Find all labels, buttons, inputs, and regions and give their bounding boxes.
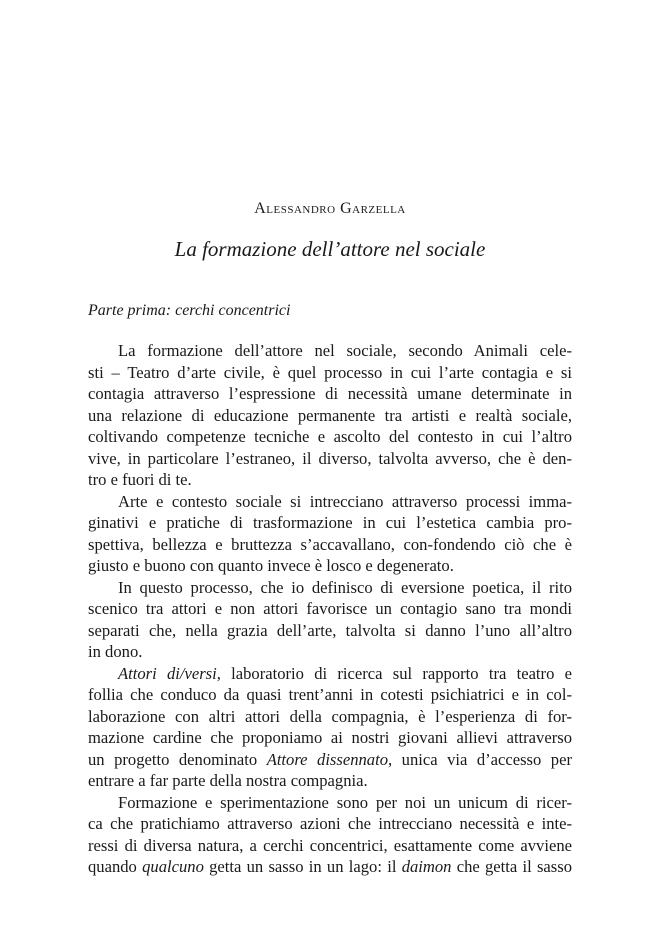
text-line: contagia attraverso l’espressione di necessità umane determinate in — [88, 384, 572, 403]
text-line — [88, 663, 572, 685]
text-line: ginativi e pratiche di trasformazione in cui l’estetica cambia pro- — [88, 513, 572, 532]
chapter-title: La formazione dell’attore nel sociale — [174, 237, 486, 261]
text-line: una relazione di educazione permanente tra artisti e realtà sociale, — [88, 405, 572, 425]
text-line: ca che pratichiamo attraverso azioni che intrecciano necessità e inte- — [88, 814, 572, 833]
text-line — [88, 749, 572, 771]
paragraph-2 — [88, 491, 572, 577]
section-heading: Parte prima: cerchi concentrici — [88, 302, 291, 319]
paragraph-1 — [88, 340, 572, 491]
text-line: follia che conduco da quasi trent’anni in cotesti psichiatrici e in col- — [88, 685, 572, 704]
text-fragment: getta un sasso in un lago: il — [203, 857, 402, 876]
text-fragment: quando — [88, 857, 143, 876]
text-fragment: che getta il sasso — [451, 857, 573, 876]
text-line: spettiva, bellezza e bruttezza s’accavallano, con-fondendo ciò che è — [88, 534, 572, 554]
text-line: In questo processo, che io definisco di eversione poetica, il rito — [118, 577, 572, 597]
text-line: mazione cardine che proponiamo ai nostri giovani allievi attraverso — [88, 728, 572, 747]
text-line: La formazione dell’attore nel sociale, secondo Animali cele- — [118, 341, 572, 360]
author-name: Alessandro Garzella — [254, 200, 406, 217]
italic-word: qualcuno — [142, 857, 204, 876]
text-line — [88, 856, 572, 878]
text-line: ressi di diversa natura, a cerchi concentrici, esattamente come avviene — [88, 835, 572, 855]
text-line: separati che, nella grazia dell’arte, talvolta si danno l’uno all’altro — [88, 620, 572, 640]
text-line: vive, in particolare l’estraneo, il diverso, talvolta avverso, che è den- — [88, 448, 572, 468]
paragraph-3 — [88, 577, 572, 663]
text-line: coltivando competenze tecniche e ascolto del contesto in cui l’altro — [88, 427, 572, 446]
text-fragment: un progetto denominato — [88, 749, 267, 769]
text-line: tro e fuori di te. — [88, 470, 192, 489]
italic-title: Attori di/versi — [118, 663, 217, 683]
text-line: laborazione con altri attori della compagnia, è l’esperienza di for- — [88, 706, 572, 726]
body-text — [88, 340, 572, 878]
italic-word: daimon — [401, 857, 452, 876]
text-line: entrare a far parte della nostra compagnia. — [88, 771, 368, 790]
text-line: sti – Teatro d’arte civile, è quel processo in cui l’arte contagia e si — [88, 362, 572, 382]
italic-title: Attore dissennato — [266, 749, 389, 769]
text-line: giusto e buono con quanto invece è losco e degenerato. — [88, 556, 454, 575]
text-fragment: , laboratorio di ricerca sul rapporto tra teatro e — [216, 663, 572, 683]
text-line: in dono. — [88, 642, 143, 661]
paragraph-5 — [88, 792, 572, 878]
text-line: Formazione e sperimentazione sono per noi un unicum di ricer- — [118, 792, 572, 812]
text-fragment: , unica via d’accesso per — [388, 749, 572, 769]
text-line: Arte e contesto sociale si intrecciano attraverso processi imma- — [118, 491, 572, 511]
text-line: scenico tra attori e non attori favorisce un contagio sano tra mondi — [88, 599, 572, 618]
paragraph-4 — [88, 663, 572, 792]
